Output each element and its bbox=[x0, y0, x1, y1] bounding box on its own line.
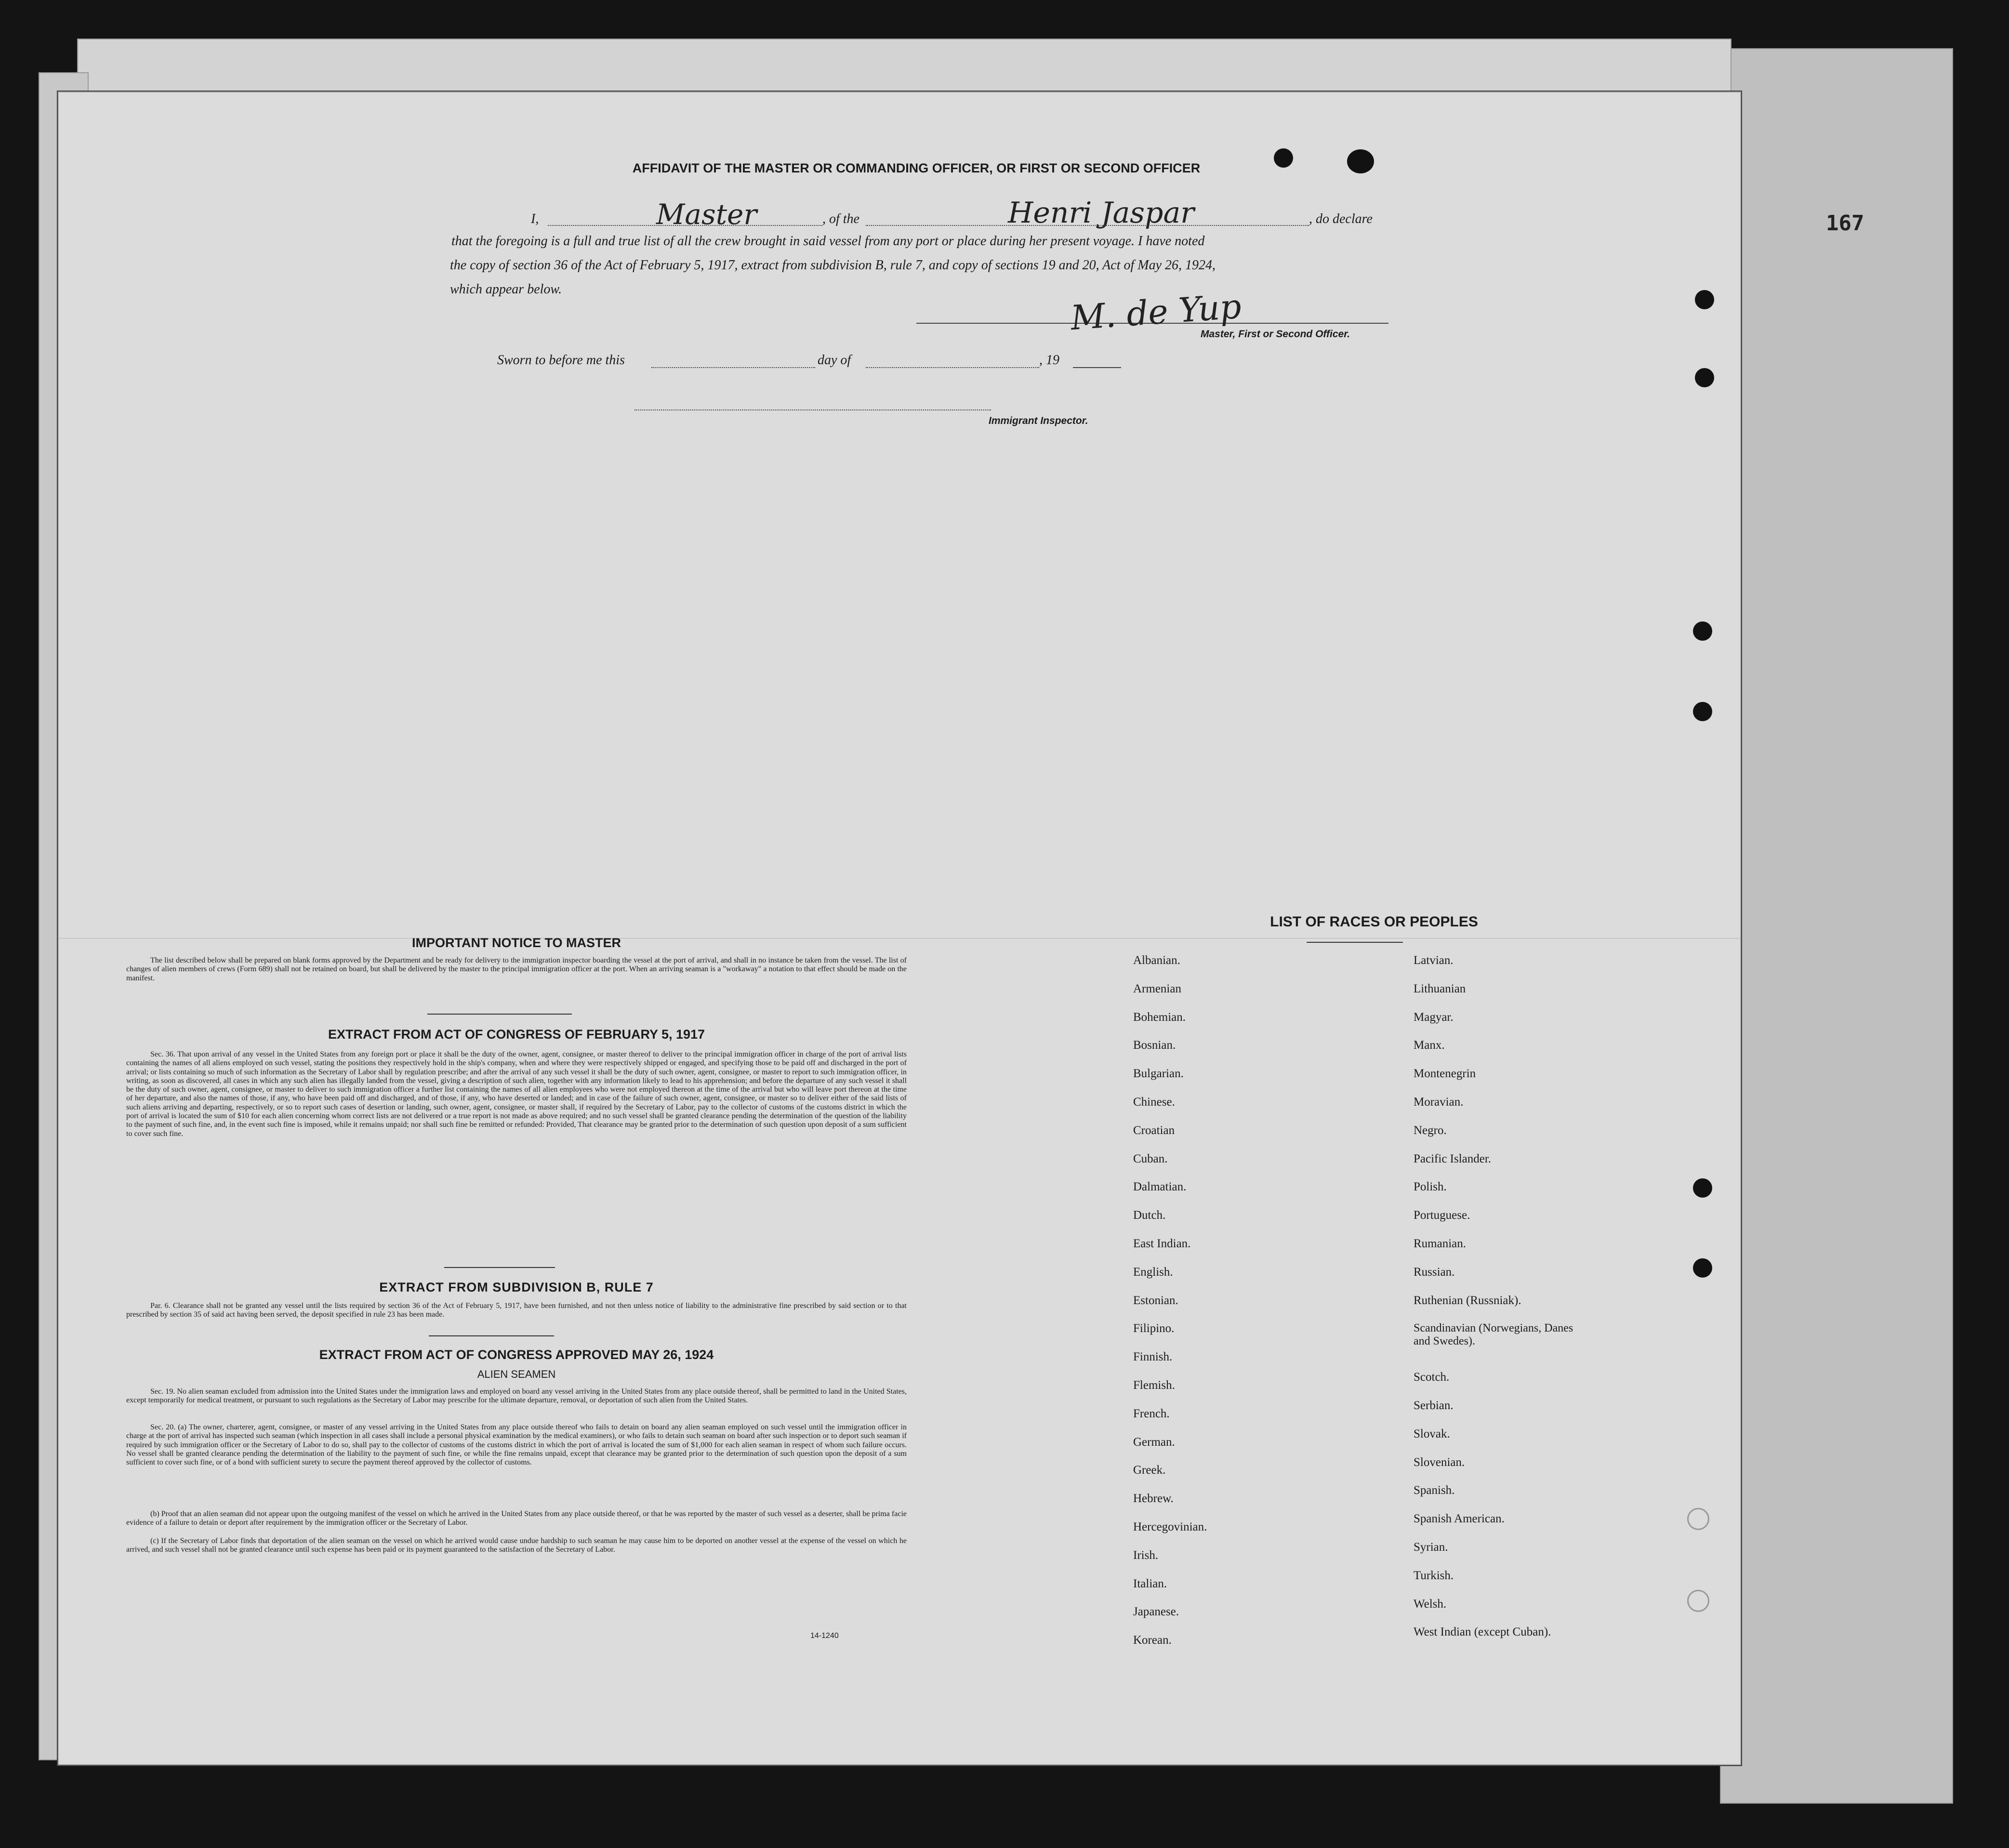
extract-rule7-body: Par. 6. Clearance shall not be granted any vessel until the lists required by section 36 of the Act of February 5, 1917, have been furnished, and not then unless notice of liability to the administrative fine prescribed by said section or to that prescribed by section 35 of said act having been served, the deposit specified in rule 23 has been made. bbox=[126, 1302, 907, 1319]
race-item: Polish. bbox=[1414, 1180, 1447, 1194]
race-item: Bulgarian. bbox=[1133, 1067, 1184, 1081]
race-item: Finnish. bbox=[1133, 1350, 1173, 1364]
race-item: Estonian. bbox=[1133, 1294, 1178, 1307]
race-item: Montenegrin bbox=[1414, 1067, 1476, 1081]
sec20b-body: (b) Proof that an alien seaman did not appear upon the outgoing manifest of the vessel on which he arrived in the United States from any place outside thereof, or that he was reported by the master of such vessel as a deserter, shall be prima facie evidence of a failure to detain or deport after requirement by the immigration officer or the Secretary of Labor. bbox=[126, 1510, 907, 1527]
race-item: Lithuanian bbox=[1414, 982, 1466, 995]
extract-1924-subtitle: ALIEN SEAMEN bbox=[477, 1368, 556, 1380]
sworn-year-label: , 19 bbox=[1039, 353, 1059, 368]
declaration-line bbox=[468, 196, 1446, 231]
race-item: Hebrew. bbox=[1133, 1492, 1174, 1505]
punch-hole bbox=[1693, 702, 1712, 721]
race-item: Armenian bbox=[1133, 982, 1181, 995]
vessel-blank bbox=[866, 225, 1309, 226]
race-item: Serbian. bbox=[1414, 1399, 1454, 1412]
sworn-day-label: day of bbox=[818, 353, 851, 368]
race-item: Hercegovinian. bbox=[1133, 1520, 1207, 1533]
sworn-line bbox=[497, 353, 1172, 372]
affidavit-body-line-1: that the foregoing is a full and true list of all the crew brought in said vessel from any port or place during her present voyage. I have noted bbox=[451, 234, 1205, 249]
race-item: Scandinavian (Norwegians, Danes and Swedes). bbox=[1414, 1322, 1573, 1348]
race-item: Russian. bbox=[1414, 1265, 1455, 1279]
affidavit-body-line-3: which appear below. bbox=[450, 282, 562, 297]
form-number: 14-1240 bbox=[810, 1632, 839, 1640]
sworn-year-blank bbox=[1073, 367, 1121, 368]
punch-hole bbox=[1693, 1178, 1712, 1198]
race-item: Pacific Islander. bbox=[1414, 1152, 1492, 1165]
race-item: Greek. bbox=[1133, 1464, 1166, 1477]
of-the-text: , of the bbox=[822, 211, 859, 226]
race-item: Moravian. bbox=[1414, 1096, 1464, 1109]
punch-hole-faint bbox=[1687, 1590, 1709, 1612]
race-item: Manx. bbox=[1414, 1039, 1445, 1052]
race-item: West Indian (except Cuban). bbox=[1414, 1625, 1551, 1639]
race-item: Slovenian. bbox=[1414, 1455, 1465, 1469]
race-item: Dutch. bbox=[1133, 1209, 1166, 1222]
punch-hole bbox=[1693, 621, 1712, 641]
punch-hole bbox=[1274, 148, 1293, 168]
extract-rule7-title: EXTRACT FROM SUBDIVISION B, RULE 7 bbox=[379, 1280, 654, 1294]
officer-blank bbox=[548, 225, 822, 226]
race-item: Syrian. bbox=[1414, 1541, 1448, 1554]
punch-hole bbox=[1693, 1258, 1712, 1278]
race-item: Turkish. bbox=[1414, 1569, 1454, 1582]
sec20c-body: (c) If the Secretary of Labor finds that deportation of the alien seaman on the vessel on which he arrived would cause undue hardship to such seaman he may cause him to be deported on another vessel at the expense of the vessel on which he arrived, and such vessel shall not be granted clearance until such expense has been paid or its payment guaranteed to the satisfaction of the Secretary of Labor. bbox=[126, 1537, 907, 1554]
extract-1924-title: EXTRACT FROM ACT OF CONGRESS APPROVED MAY 26, 1924 bbox=[319, 1347, 714, 1362]
races-title: LIST OF RACES OR PEOPLES bbox=[1270, 914, 1478, 930]
race-item: East Indian. bbox=[1133, 1237, 1191, 1250]
race-item: Chinese. bbox=[1133, 1096, 1175, 1109]
race-item: Japanese. bbox=[1133, 1605, 1179, 1619]
race-item: German. bbox=[1133, 1435, 1175, 1449]
officer-handwritten: Master bbox=[656, 198, 757, 231]
race-item: Welsh. bbox=[1414, 1597, 1447, 1610]
race-item: Croatian bbox=[1133, 1123, 1175, 1137]
race-item: Bosnian. bbox=[1133, 1039, 1176, 1052]
inspector-caption: Immigrant Inspector. bbox=[989, 415, 1088, 426]
master-signature: M. de Yup bbox=[1069, 286, 1243, 338]
race-item: Albanian. bbox=[1133, 954, 1180, 967]
signature-caption: Master, First or Second Officer. bbox=[1201, 329, 1350, 340]
race-item: Filipino. bbox=[1133, 1322, 1175, 1335]
race-item: Ruthenian (Russniak). bbox=[1414, 1294, 1521, 1307]
extract-1917-title: EXTRACT FROM ACT OF CONGRESS OF FEBRUARY 5, 1917 bbox=[328, 1027, 705, 1042]
notice-divider bbox=[427, 1014, 572, 1015]
race-item: Irish. bbox=[1133, 1548, 1159, 1562]
extract-1917-divider bbox=[444, 1267, 555, 1268]
inspector-signature-line bbox=[634, 409, 991, 410]
extract-1917-body: Sec. 36. That upon arrival of any vessel in the United States from any foreign port or place it shall be the duty of the owner, agent, consignee, or master thereof to deliver to the principal immigration officer in charge of the port of arrival lists containing the names of all aliens employed on such vessel, stating the positions they respectively hold in the ship's company, when and where they were respectively shipped or engaged, and specifying those to be paid off and discharged in the port of arrival; or lists containing so much of such information as the Secretary of Labor shall by regulation prescribe; and after the arrival of any such vessel it shall be the duty of such owner, agent, consignee, or master to report to such immigration officer, in writing, as soon as discovered, all cases in which any such alien has illegally landed from the vessel, giving a description of such alien, together with any information likely to lead to his apprehension; and before the departure of any such vessel it shall be the duty of such owner, agent, consignee, or master to deliver to such immigration officer a further list containing the names of all alien employees who were not employed thereon at the time of the arrival but who will leave port thereon at the time of her departure, and also the names of those, if any, who have been paid off and discharged, and of those, if any, who have deserted or landed; and in case of the failure of such owner, agent, consignee, or master so to deliver either of the said lists of such aliens arriving and departing, respectively, or so to report such cases of desertion or landing, such owner, agent, consignee, or master shall, if required by the Secretary of Labor, pay to the collector of customs of the customs district in which the port of arrival is located the sum of $10 for each alien concerning whom correct lists are not delivered or a true report is not made as above required; and no such vessel shall be granted clearance pending the determination of the question of the liability to the payment of such fine, and, in the event such fine is imposed, while it remains unpaid; nor shall such fine be remitted or refunded: Provided, That clearance may be granted prior to the determination of such question upon deposit of a sum sufficient to cover such fine. bbox=[126, 1050, 907, 1138]
punch-hole bbox=[1695, 290, 1714, 309]
punch-hole-faint bbox=[1687, 1508, 1709, 1530]
notice-title: IMPORTANT NOTICE TO MASTER bbox=[412, 936, 621, 950]
punch-hole bbox=[1347, 149, 1374, 173]
notice-body: The list described below shall be prepared on blank forms approved by the Department and be ready for delivery to the immigration inspector boarding the vessel at the port of arrival, and shall in no instance be taken from the vessel. The list of changes of alien members of crews (Form 689) shall not be retained on board, but shall be delivered by the master to the principal immigration officer at the port. When an arriving seaman is a "workaway" a notation to that effect should be made on the manifest. bbox=[126, 956, 907, 982]
race-item: Korean. bbox=[1133, 1634, 1172, 1647]
vessel-handwritten: Henri Jaspar bbox=[1008, 196, 1194, 230]
races-divider bbox=[1307, 942, 1403, 943]
declaration-prefix: I, bbox=[531, 211, 539, 226]
race-item: Dalmatian. bbox=[1133, 1180, 1187, 1194]
race-item: Latvian. bbox=[1414, 954, 1454, 967]
race-item: Portuguese. bbox=[1414, 1209, 1470, 1222]
sec19-body: Sec. 19. No alien seaman excluded from admission into the United States under the immigration laws and employed on board any vessel arriving in the United States from any place outside thereof, shall be permitted to land in the United States, except temporarily for medical treatment, or pursuant to such regulations as the Secretary of Labor may prescribe for the ultimate departure, removal, or deportation of such alien from the United States. bbox=[126, 1387, 907, 1405]
race-item: Cuban. bbox=[1133, 1152, 1168, 1165]
punch-hole bbox=[1695, 368, 1714, 387]
page-number: 167 bbox=[1826, 211, 1864, 236]
race-item: Spanish. bbox=[1414, 1484, 1455, 1497]
race-item: French. bbox=[1133, 1407, 1170, 1420]
sworn-day-blank bbox=[651, 367, 815, 368]
do-declare-text: , do declare bbox=[1309, 211, 1373, 226]
race-item: Italian. bbox=[1133, 1577, 1167, 1590]
affidavit-body-line-2: the copy of section 36 of the Act of February 5, 1917, extract from subdivision B, rule 7, and copy of sections 19 and 20, Act of May 26, 1924, bbox=[450, 258, 1216, 273]
race-item: Scotch. bbox=[1414, 1371, 1450, 1384]
sworn-prefix: Sworn to before me this bbox=[497, 353, 625, 368]
document-page bbox=[58, 92, 1741, 1765]
race-item: Negro. bbox=[1414, 1123, 1447, 1137]
race-item: Spanish American. bbox=[1414, 1512, 1505, 1526]
race-item: Bohemian. bbox=[1133, 1010, 1186, 1024]
race-item: Rumanian. bbox=[1414, 1237, 1467, 1250]
race-item: Slovak. bbox=[1414, 1427, 1450, 1440]
sworn-month-blank bbox=[866, 367, 1039, 368]
background-sheet-top bbox=[77, 39, 1731, 98]
affidavit-title: AFFIDAVIT OF THE MASTER OR COMMANDING OFFICER, OR FIRST OR SECOND OFFICER bbox=[632, 161, 1201, 175]
race-item: Magyar. bbox=[1414, 1010, 1454, 1024]
race-item: English. bbox=[1133, 1265, 1173, 1279]
extract-rule7-divider bbox=[429, 1335, 554, 1336]
race-item: Flemish. bbox=[1133, 1379, 1175, 1392]
sec20a-body: Sec. 20. (a) The owner, charterer, agent, consignee, or master of any vessel arriving in the United States from any place outside thereof who fails to detain on board any alien seaman employed on such vessel until the immigration officer in charge at the port of arrival has inspected such seaman (which inspection in all cases shall include a personal physical examination by the medical examiners), or who fails to detain such seaman on board after such inspection or to deport such seaman if required by such immigration officer or the Secretary of Labor to do so, shall pay to the collector of customs of the customs district in which the port of arrival is located the sum of $1,000 for each alien seaman in respect of whom such failure occurs. No vessel shall be granted clearance pending the determination of the liability to the payment of such fine, or while the fine remains unpaid, except that clearance may be granted prior to the determination of such question upon the deposit of a sum sufficient to cover such fine, or of a bond with sufficient surety to secure the payment thereof approved by the collector of customs. bbox=[126, 1423, 907, 1467]
background-sheet-right bbox=[1720, 48, 1953, 1804]
